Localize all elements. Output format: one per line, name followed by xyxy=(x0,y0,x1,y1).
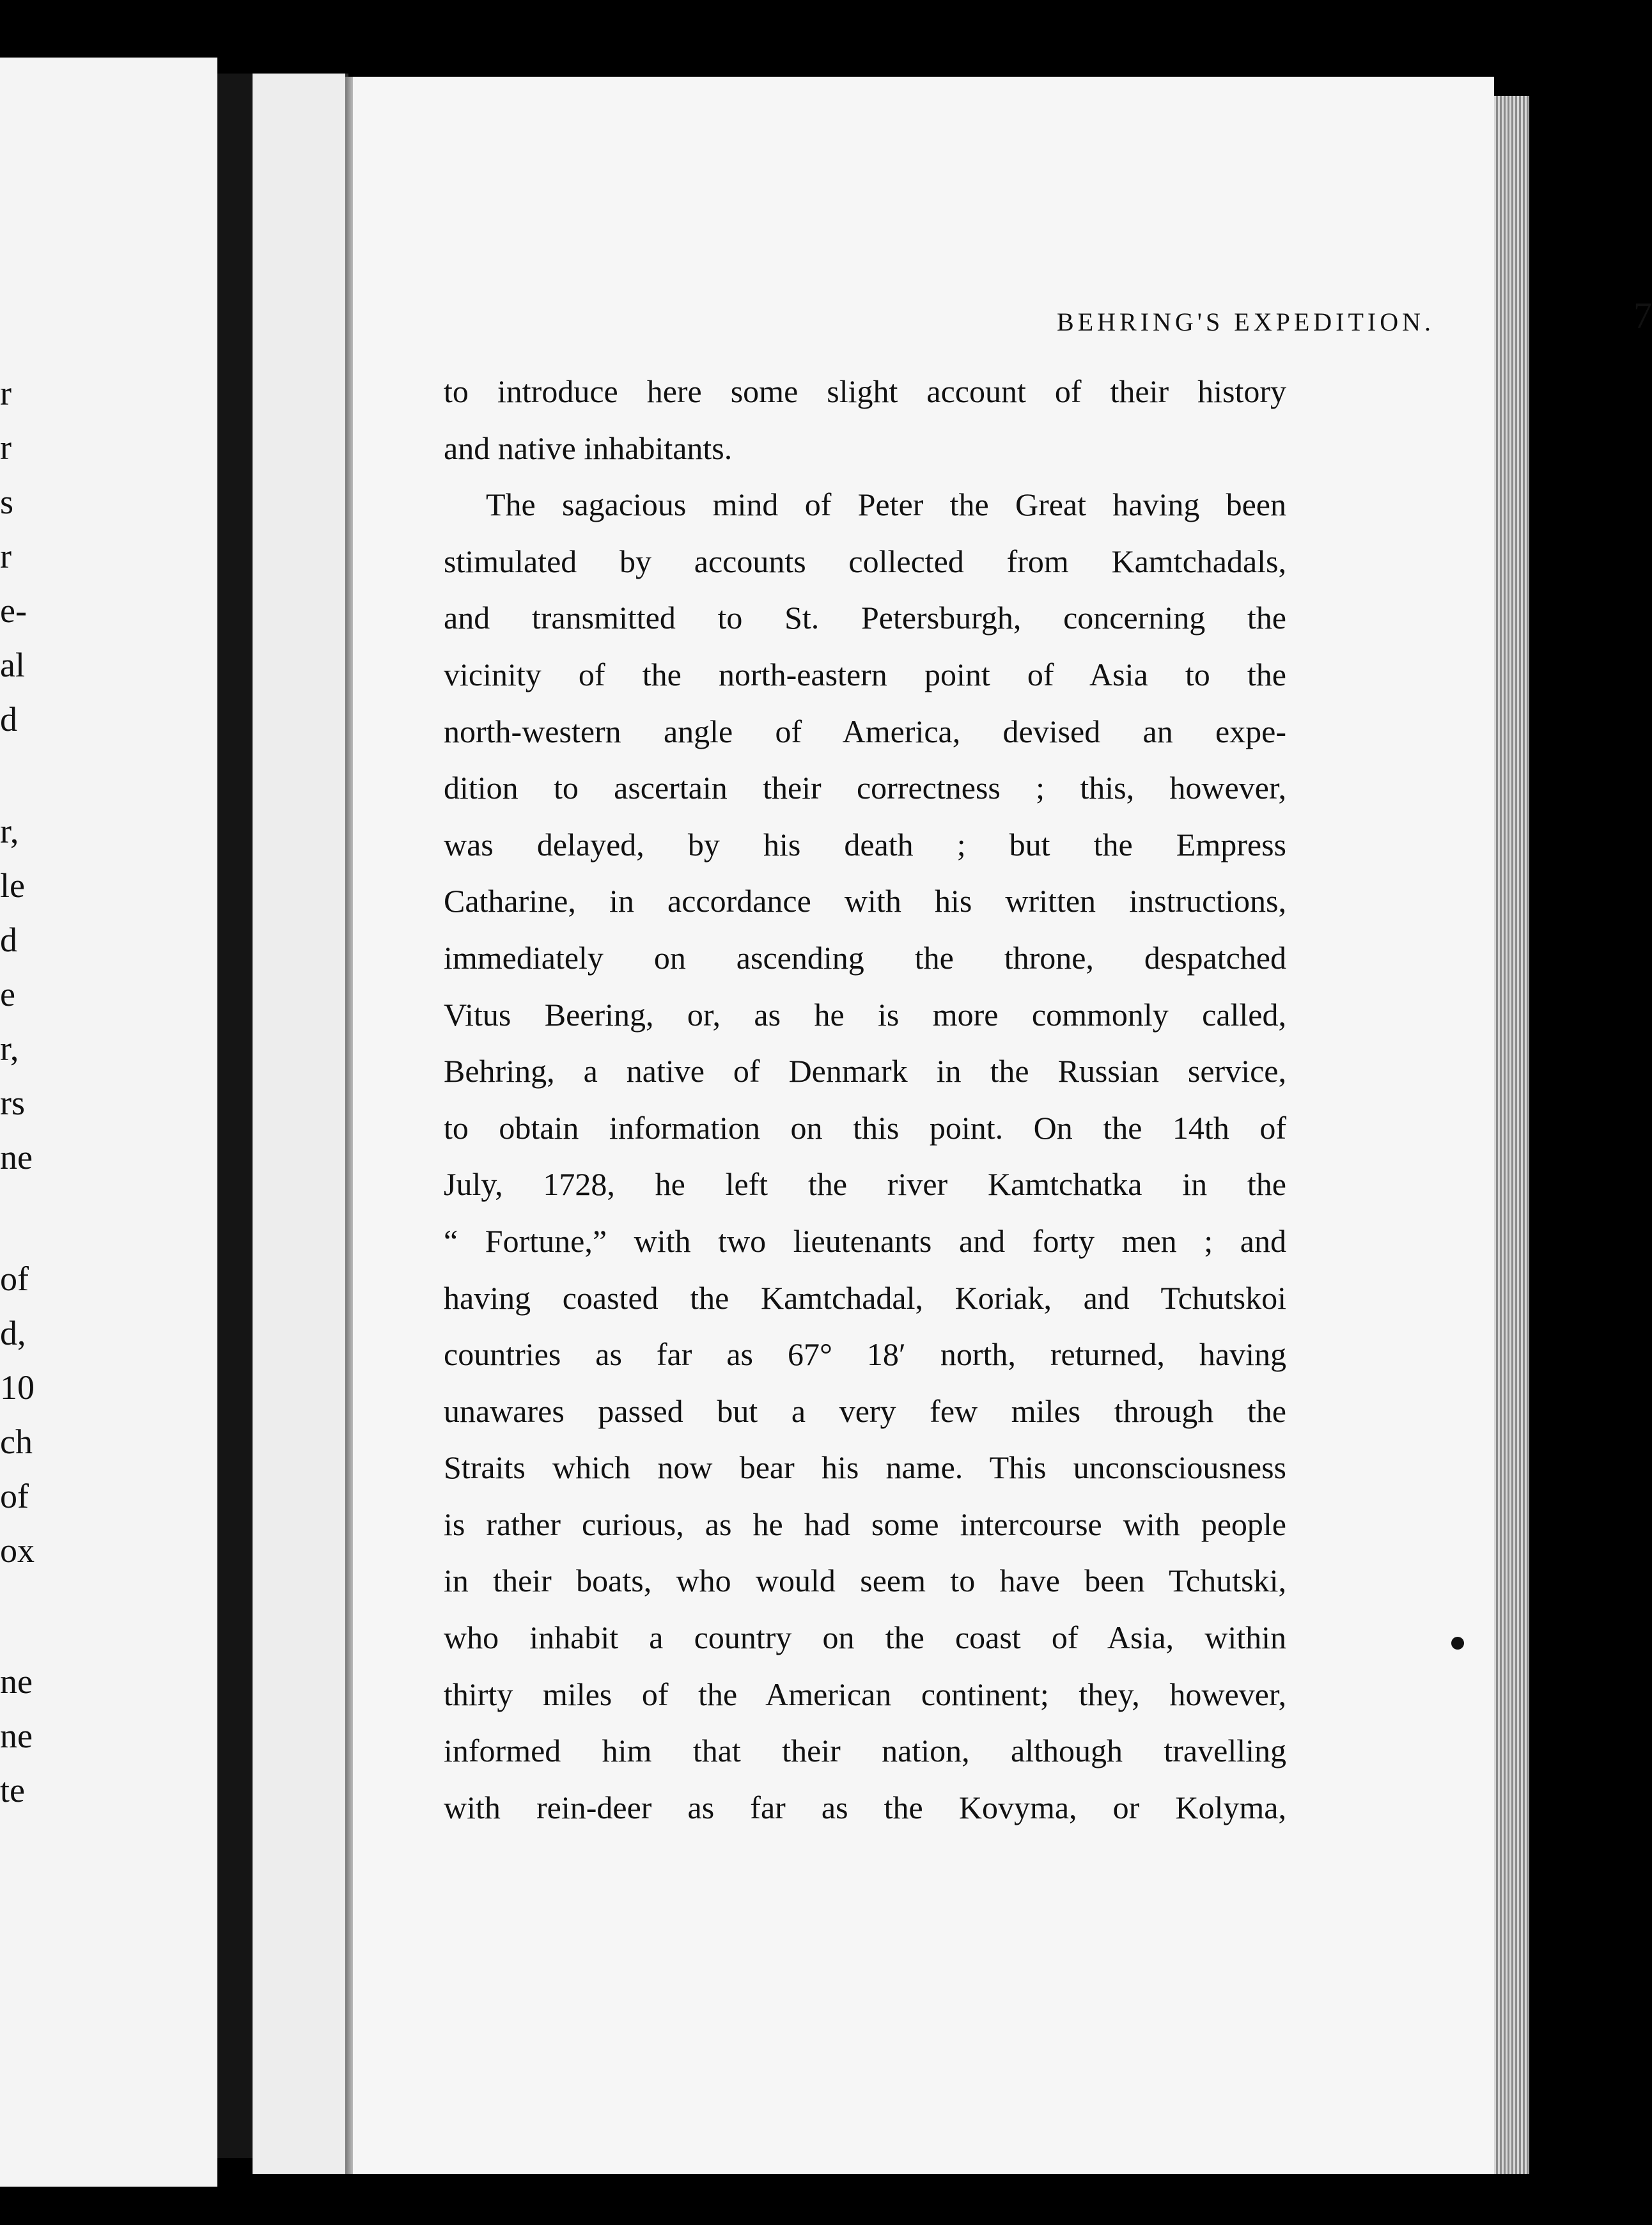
scan-speck xyxy=(1451,1637,1464,1650)
page-edges xyxy=(1494,96,1529,2174)
text-line: July, 1728, he left the river Kamtchatka in the xyxy=(444,1166,1286,1203)
text-line: with rein-deer as far as the Kovyma, or Kolyma, xyxy=(444,1789,1286,1825)
left-fragment: r xyxy=(0,537,12,575)
left-fragment: 10 xyxy=(0,1368,35,1407)
left-fragment: e- xyxy=(0,591,27,630)
left-fragment: r xyxy=(0,374,12,412)
text-line: thirty miles of the American continent; they, however, xyxy=(444,1676,1286,1712)
text-line: Vitus Beering, or, as he is more commonly called, xyxy=(444,996,1286,1033)
binding-strip xyxy=(253,74,348,2174)
left-fragment: te xyxy=(0,1771,25,1809)
text-line: having coasted the Kamtchadal, Koriak, and Tchutskoi xyxy=(444,1279,1286,1316)
previous-page-line-fragments xyxy=(0,58,45,2187)
text-line: stimulated by accounts collected from Kamtchadals, xyxy=(444,543,1286,579)
text-line: The sagacious mind of Peter the Great having been xyxy=(486,487,1286,523)
left-fragment: d, xyxy=(0,1314,26,1352)
left-fragment: r, xyxy=(0,812,19,850)
text-line: immediately on ascending the throne, despatched xyxy=(444,939,1286,976)
left-fragment: of xyxy=(0,1477,29,1515)
text-line: dition to ascertain their correctness ; this, however, xyxy=(444,770,1286,806)
left-fragment: e xyxy=(0,975,15,1013)
left-fragment: r, xyxy=(0,1029,19,1068)
text-line: informed him that their nation, although travelling xyxy=(444,1733,1286,1769)
body-text xyxy=(444,363,1286,1836)
left-fragment: d xyxy=(0,921,17,959)
text-line: Behring, a native of Denmark in the Russian service, xyxy=(444,1053,1286,1089)
text-line: north-western angle of America, devised an expe- xyxy=(444,713,1286,749)
text-line: vicinity of the north-eastern point of Asia to the xyxy=(444,656,1286,692)
text-line: Straits which now bear his name. This unconsciousness xyxy=(444,1449,1286,1486)
text-line: and transmitted to St. Petersburgh, concerning the xyxy=(444,600,1286,636)
text-line: was delayed, by his death ; but the Empress xyxy=(444,826,1286,863)
left-fragment: s xyxy=(0,483,14,521)
page-number: 7 xyxy=(1633,295,1652,336)
text-line: unawares passed but a very few miles through the xyxy=(444,1393,1286,1429)
text-line: is rather curious, as he had some intercourse with people xyxy=(444,1506,1286,1542)
left-fragment: ox xyxy=(0,1531,35,1570)
left-fragment: ch xyxy=(0,1423,33,1461)
left-fragment: rs xyxy=(0,1084,25,1122)
left-fragment: r xyxy=(0,428,12,467)
text-line: to obtain information on this point. On the 14th of xyxy=(444,1109,1286,1146)
previous-page-edge xyxy=(0,58,217,2187)
left-fragment: d xyxy=(0,700,17,738)
text-line: and native inhabitants. xyxy=(444,430,733,466)
book-page xyxy=(353,77,1652,2174)
text-line: in their boats, who would seem to have been Tchutski, xyxy=(444,1563,1286,1599)
text-line: who inhabit a country on the coast of Asia, within xyxy=(444,1620,1286,1656)
text-line: Catharine, in accordance with his written instructions, xyxy=(444,883,1286,919)
text-line: countries as far as 67° 18′ north, returned, having xyxy=(444,1336,1286,1373)
left-fragment: of xyxy=(0,1260,29,1298)
running-head-title: BEHRING'S EXPEDITION. xyxy=(1057,308,1435,336)
left-fragment: ne xyxy=(0,1662,33,1701)
binding-edge xyxy=(345,77,353,2174)
book-gutter xyxy=(217,74,253,2158)
text-line: to introduce here some slight account of their history xyxy=(444,373,1286,409)
left-fragment: ne xyxy=(0,1138,33,1176)
left-fragment: al xyxy=(0,646,25,684)
left-fragment: le xyxy=(0,866,25,905)
left-fragment: ne xyxy=(0,1717,33,1755)
text-line: “ Fortune,” with two lieutenants and forty men ; and xyxy=(444,1222,1286,1259)
